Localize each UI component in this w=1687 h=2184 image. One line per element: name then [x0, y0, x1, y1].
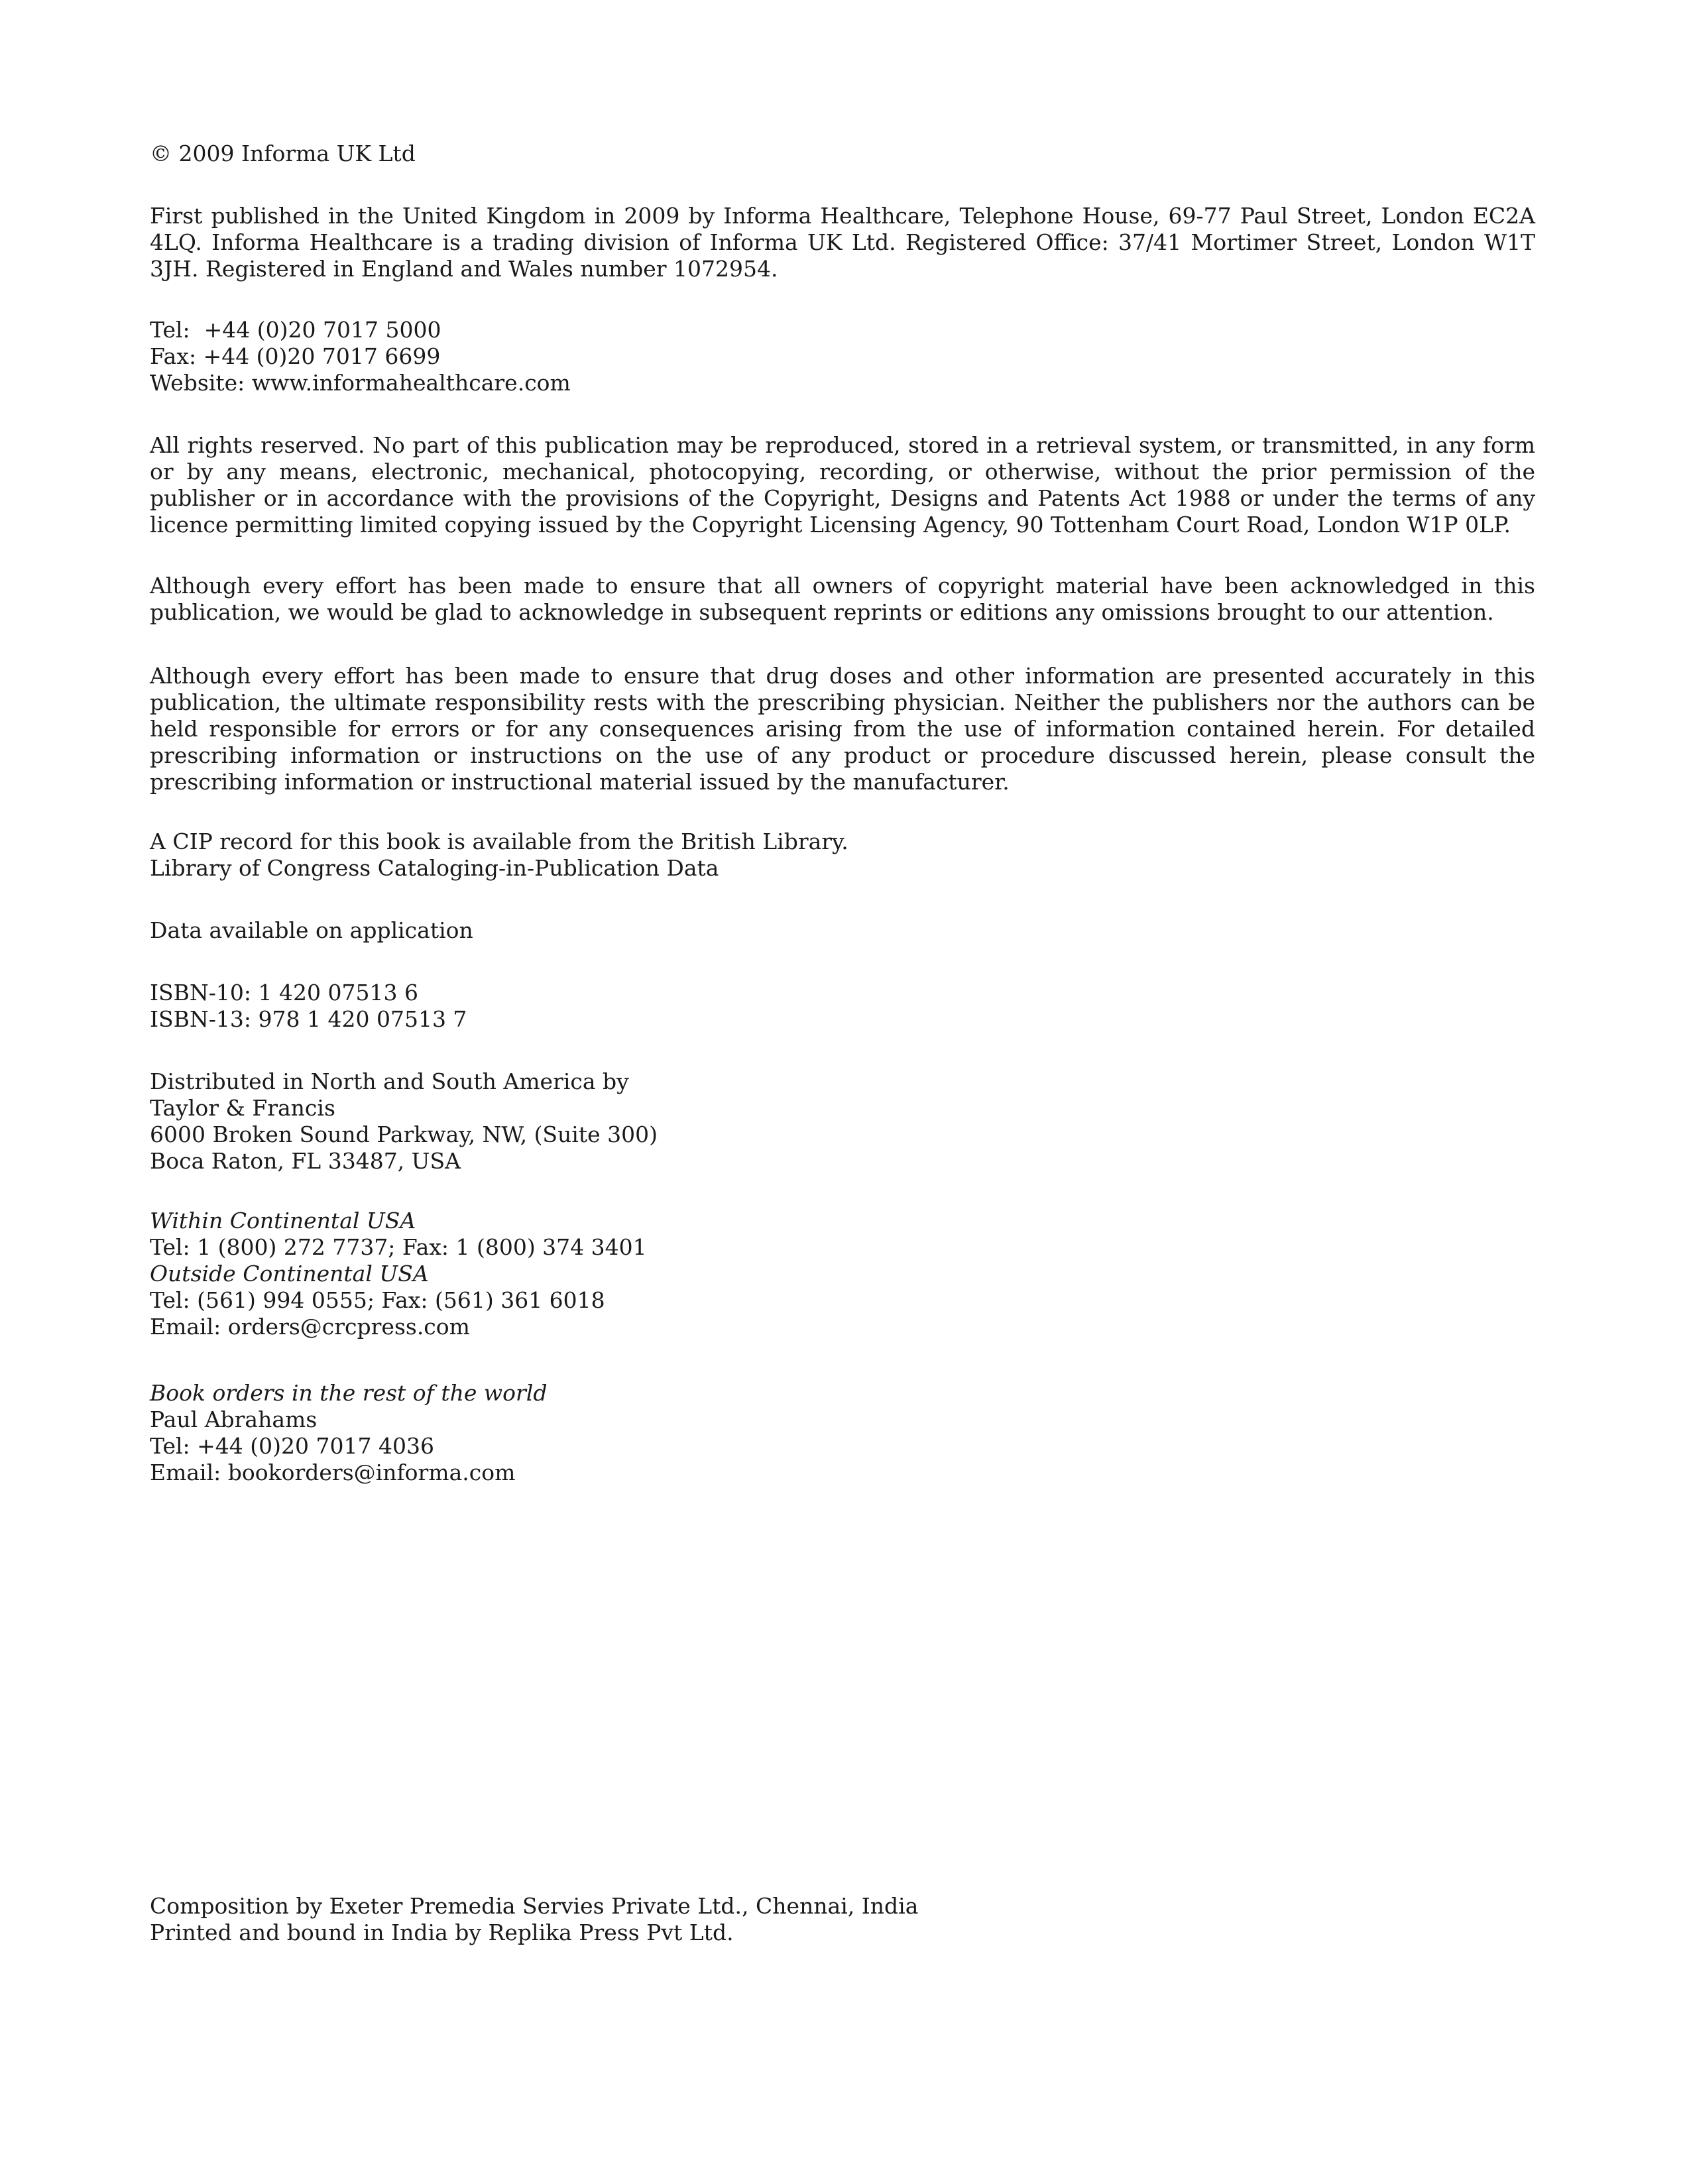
world-orders-name: Paul Abrahams: [150, 1407, 318, 1432]
isbn-numbers: [150, 980, 1535, 1033]
copyright-line: © 2009 Informa UK Ltd: [150, 141, 416, 166]
within-usa-heading: Within Continental USA: [150, 1208, 416, 1234]
acknowledge-paragraph: [150, 573, 1535, 626]
publisher-contact: [150, 317, 1535, 396]
outside-usa-heading: Outside Continental USA: [150, 1261, 429, 1287]
cip-line-1: A CIP record for this book is available from the British Library.: [150, 829, 848, 854]
rights-paragraph: [150, 432, 1535, 538]
rights-text: All rights reserved. No part of this publication may be reproduced, stored in a retrieval system, or transmitted, in any form or by any means, electronic, mechanical, photocopying, recording, or otherwise, without the prior permission of the publisher or in accordance with the provisions of the Copyright, Designs and Patents Act 1988 or under the terms of any licence permitting limited copying issued by the Copyright Licensing Agency, 90 Tottenham Court Road, London W1P 0LP.: [150, 432, 1535, 538]
distributor-line-1: Distributed in North and South America by: [150, 1068, 629, 1094]
copyright-notice: [150, 141, 1535, 167]
first-published-text: First published in the United Kingdom in 2009 by Informa Healthcare, Telephone House, 69-77 Paul Street, London EC2A 4LQ. Informa Healthcare is a trading division of Informa UK Ltd. Registered Office: 37/41 Mortimer Street, London W1T 3JH. Registered in England and Wales number 1072954.: [150, 203, 1535, 282]
first-published-paragraph: [150, 203, 1535, 282]
world-orders-email: Email: bookorders@informa.com: [150, 1460, 516, 1485]
isbn-13: ISBN-13: 978 1 420 07513 7: [150, 1006, 467, 1032]
composition-line-2: Printed and bound in India by Replika Press Pvt Ltd.: [150, 1920, 734, 1945]
disclaimer-text: Although every effort has been made to ensure that drug doses and other information are presented accurately in this publication, the ultimate responsibility rests with the prescribing physician. Neither the publishers nor the authors can be held responsible for errors or for any consequences arising from the use of information contained herein. For detailed prescribing information or instructions on the use of any product or procedure discussed herein, please consult the prescribing information or instructional material issued by the manufacturer.: [150, 663, 1535, 795]
usa-orders: [150, 1208, 1535, 1340]
acknowledge-text: Although every effort has been made to ensure that all owners of copyright material have been acknowledged in this publication, we would be glad to acknowledge in subsequent reprints or editions any omissions brought to our attention.: [150, 573, 1535, 625]
publisher-tel: Tel: +44 (0)20 7017 5000: [150, 317, 441, 343]
world-orders: [150, 1380, 1535, 1486]
distributor-line-4: Boca Raton, FL 33487, USA: [150, 1148, 461, 1174]
world-orders-tel: Tel: +44 (0)20 7017 4036: [150, 1433, 434, 1459]
within-usa-contact: Tel: 1 (800) 272 7737; Fax: 1 (800) 374 3401: [150, 1234, 647, 1260]
data-available-line: Data available on application: [150, 917, 473, 943]
publisher-website: Website: www.informahealthcare.com: [150, 370, 571, 396]
distributor-line-2: Taylor & Francis: [150, 1095, 335, 1121]
distributor-address: [150, 1068, 1535, 1175]
usa-orders-email: Email: orders@crcpress.com: [150, 1314, 470, 1340]
publisher-fax: Fax: +44 (0)20 7017 6699: [150, 343, 441, 369]
composition-line-1: Composition by Exeter Premedia Servies Private Ltd., Chennai, India: [150, 1893, 919, 1919]
world-orders-heading: Book orders in the rest of the world: [150, 1380, 548, 1406]
distributor-line-3: 6000 Broken Sound Parkway, NW, (Suite 300): [150, 1121, 658, 1147]
composition-credits: [150, 1893, 1535, 1946]
disclaimer-paragraph: [150, 663, 1535, 795]
outside-usa-contact: Tel: (561) 994 0555; Fax: (561) 361 6018: [150, 1287, 605, 1313]
data-available: [150, 917, 1535, 944]
isbn-10: ISBN-10: 1 420 07513 6: [150, 980, 418, 1006]
cip-record: [150, 829, 1535, 882]
cip-line-2: Library of Congress Cataloging-in-Publication Data: [150, 855, 719, 881]
